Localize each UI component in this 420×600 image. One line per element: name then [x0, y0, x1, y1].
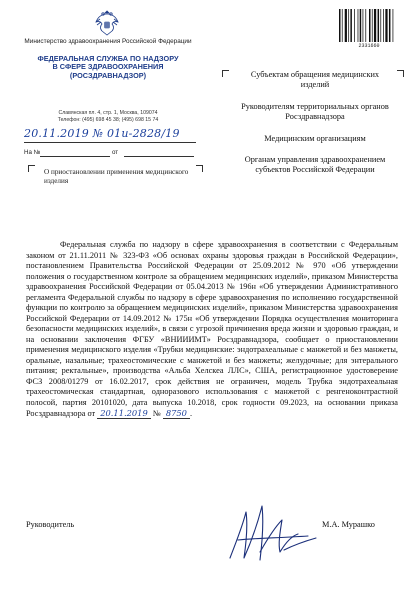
- ot-underline: [124, 156, 194, 157]
- barcode-number: 2331660: [358, 43, 380, 49]
- coat-of-arms-icon: [94, 8, 120, 38]
- na-label: На №: [24, 149, 41, 156]
- recipients-bracket-right: [397, 70, 404, 77]
- na-underline: [40, 156, 110, 157]
- recipient-item: Руководителям территориальных органов Росздравнадзора: [241, 101, 389, 122]
- subject-bracket-left: [28, 165, 35, 172]
- handwritten-reg-number: 20.11.2019 № 01и-2828/19: [24, 127, 180, 140]
- subject-bracket-right: [196, 165, 203, 172]
- order-date: 20.11.2019: [97, 408, 151, 419]
- handwritten-signature: [222, 492, 322, 572]
- recipient-item: Медицинским организациям: [264, 133, 366, 143]
- letter-subject: О приостановлении применения медицинского изделия: [44, 168, 189, 185]
- recipients-list: [240, 70, 390, 187]
- barcode-icon: [338, 9, 400, 42]
- signatory-name: М.А. Мурашко: [322, 520, 375, 529]
- agency-address: Славянская пл. 4, стр. 1, Москва, 109074 Телефон: (495) 698 45 38; (495) 698 15 74: [57, 110, 159, 123]
- reg-number-underline: [24, 142, 196, 143]
- ot-label: от: [112, 149, 119, 156]
- signatory-title: Руководитель: [26, 520, 75, 529]
- ministry-name: Министерство здравоохранения Российской Федерации: [24, 38, 192, 45]
- recipients-bracket-left: [222, 70, 229, 77]
- letter-body: Федеральная служба по надзору в сфере здравоохранения в соответствии с Федеральным законом от 21.11.2011 № 323-ФЗ «Об основах охраны здоровья граждан в Российской Федерации», постановлением Правительства Российской Федерации от 25.09.2012 № 970 «Об утверждении положения о государственном контроле за обращением медицинских изделий», приказом Министерства здравоохранения Российской Федерации от 05.04.2013 № 196н «Об утверждении Административного регламента Федеральной службы по надзору в сфере здравоохранения по исполнению государственной функции по контролю за обращением медицинских изделий», приказом Министерства здравоохранения Российской Федерации от 14.09.2012 № 175н «Об утверждении Порядка осуществления мониторинга безопасности медицинских изделий», в связи с угрозой причинения вреда жизни и здоровью граждан, и на основании заключения ФГБУ «ВНИИИМТ» Росздравнадзора, сообщает о приостановлении применения медицинского изделия «Трубки медицинские: эндотрахеальные с манжетой и без манжеты, оральные, назальные; трахеостомические с манжетой и без манжеты; желудочные; для энтерального питания; ректальные», производства «Альба Хелскеа ЛЛС», США, регистрационное удостоверение ФСЗ 2008/01279 от 16.02.2017, срок действия не ограничен, модель Трубка эндотрахеальная трахеостомическая стандартная, одноразового использования с манжетой с ренгеноконтрастной полосой, партия 20101020, дата выпуска 10.2018, срок годности 09.2023, на основании приказа Росздравнадзора от 20.11.2019 № 8750 .: [26, 240, 398, 418]
- order-number: 8750: [163, 408, 190, 419]
- agency-name: ФЕДЕРАЛЬНАЯ СЛУЖБА ПО НАДЗОРУ В СФЕРЕ ЗДРАВООХРАНЕНИЯ (РОСЗДРАВНАДЗОР): [37, 54, 179, 80]
- recipient-item: Органам управления здравоохранением субъектов Российской Федерации: [244, 155, 386, 175]
- recipient-item: Субъектам обращения медицинских изделий: [250, 70, 380, 90]
